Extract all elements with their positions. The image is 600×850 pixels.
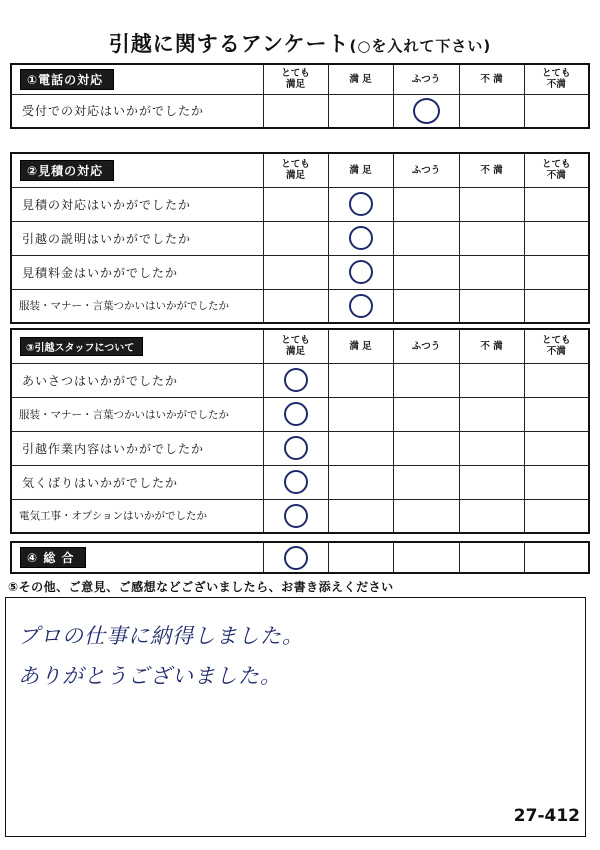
rating-cell[interactable] [459, 255, 524, 289]
question-row [11, 431, 589, 465]
rating-cell[interactable] [263, 221, 328, 255]
rating-circle-mark [284, 470, 308, 494]
rating-cell[interactable] [524, 431, 589, 465]
rating-circle-mark [349, 192, 373, 216]
rating-cell[interactable] [328, 255, 393, 289]
rating-circle-mark [349, 294, 373, 318]
question-text: 受付での対応はいかがでしたか [11, 94, 263, 128]
col-header-very-dissatisfied: とても 不満 [524, 329, 589, 363]
question-text: 引越作業内容はいかがでしたか [11, 431, 263, 465]
col-header-dissatisfied: 不 満 [459, 153, 524, 187]
rating-cell[interactable] [393, 289, 459, 323]
rating-cell[interactable] [393, 465, 459, 499]
rating-cell[interactable] [459, 499, 524, 533]
rating-cell[interactable] [263, 255, 328, 289]
rating-cell[interactable] [263, 499, 328, 533]
rating-cell[interactable] [393, 542, 459, 573]
col-header-dissatisfied: 不 満 [459, 64, 524, 94]
rating-cell[interactable] [263, 94, 328, 128]
rating-cell[interactable] [524, 255, 589, 289]
col-header-very-satisfied: とても 満足 [263, 153, 328, 187]
question-row [11, 363, 589, 397]
col-header-very-satisfied: とても 満足 [263, 329, 328, 363]
rating-cell[interactable] [393, 431, 459, 465]
handwritten-line: プロの仕事に納得しました。 [18, 624, 304, 648]
section-label: ②見積の対応 [20, 160, 114, 181]
question-text: 服装・マナー・言葉つかいはいかがでしたか [11, 397, 263, 431]
col-header-neutral: ふつう [393, 329, 459, 363]
rating-circle-mark [284, 368, 308, 392]
section-label: ①電話の対応 [20, 69, 114, 90]
rating-cell[interactable] [328, 187, 393, 221]
rating-cell[interactable] [459, 465, 524, 499]
survey-title-main: 引越に関するアンケート [108, 32, 350, 56]
rating-cell[interactable] [393, 397, 459, 431]
section-overall [10, 541, 590, 574]
rating-circle-mark [284, 402, 308, 426]
survey-title [0, 28, 600, 58]
rating-cell[interactable] [524, 363, 589, 397]
section-staff [10, 328, 590, 534]
rating-cell[interactable] [524, 397, 589, 431]
rating-cell[interactable] [328, 397, 393, 431]
question-row [11, 221, 589, 255]
col-header-very-dissatisfied: とても 不満 [524, 153, 589, 187]
rating-cell[interactable] [524, 289, 589, 323]
question-text: 電気工事・オプションはいかがでしたか [11, 499, 263, 533]
section-label: ③引越スタッフについて [20, 337, 143, 356]
question-row [11, 542, 589, 573]
rating-cell[interactable] [393, 94, 459, 128]
rating-cell[interactable] [393, 255, 459, 289]
section-label: ④ 総 合 [20, 547, 86, 568]
section-header-overall [11, 542, 263, 573]
question-row [11, 289, 589, 323]
col-header-neutral: ふつう [393, 153, 459, 187]
rating-cell[interactable] [328, 542, 393, 573]
comment-label: ⑤その他、ご意見、ご感想などございましたら、お書き添えください [8, 580, 394, 594]
rating-cell[interactable] [459, 542, 524, 573]
rating-circle-mark [284, 436, 308, 460]
rating-cell[interactable] [459, 289, 524, 323]
rating-cell[interactable] [459, 221, 524, 255]
comment-box[interactable] [5, 597, 586, 837]
rating-cell[interactable] [524, 542, 589, 573]
question-row [11, 187, 589, 221]
section-header-phone [11, 64, 263, 94]
handwritten-line: ありがとうございました。 [18, 664, 282, 688]
question-text: 気くばりはいかがでしたか [11, 465, 263, 499]
question-row [11, 255, 589, 289]
col-header-satisfied: 満 足 [328, 64, 393, 94]
rating-cell[interactable] [393, 221, 459, 255]
rating-circle-mark [349, 260, 373, 284]
question-row [11, 499, 589, 533]
question-row [11, 94, 589, 128]
section-estimate [10, 152, 590, 324]
rating-cell[interactable] [328, 221, 393, 255]
rating-circle-mark [284, 546, 308, 570]
rating-cell[interactable] [524, 187, 589, 221]
question-text: 見積の対応はいかがでしたか [11, 187, 263, 221]
col-header-very-dissatisfied: とても 不満 [524, 64, 589, 94]
rating-circle-mark [349, 226, 373, 250]
rating-cell[interactable] [459, 363, 524, 397]
rating-cell[interactable] [263, 289, 328, 323]
question-text: あいさつはいかがでしたか [11, 363, 263, 397]
col-header-satisfied: 満 足 [328, 329, 393, 363]
question-text: 服装・マナー・言葉つかいはいかがでしたか [11, 289, 263, 323]
rating-cell[interactable] [524, 94, 589, 128]
rating-cell[interactable] [263, 465, 328, 499]
rating-cell[interactable] [328, 465, 393, 499]
rating-cell[interactable] [263, 431, 328, 465]
col-header-neutral: ふつう [393, 64, 459, 94]
rating-cell[interactable] [393, 499, 459, 533]
question-row [11, 465, 589, 499]
rating-cell[interactable] [328, 499, 393, 533]
survey-title-sub: (○を入れて下さい) [349, 37, 492, 55]
rating-cell[interactable] [459, 94, 524, 128]
rating-cell[interactable] [393, 363, 459, 397]
rating-cell[interactable] [524, 499, 589, 533]
rating-cell[interactable] [328, 289, 393, 323]
question-text: 見積料金はいかがでしたか [11, 255, 263, 289]
rating-cell[interactable] [524, 221, 589, 255]
col-header-dissatisfied: 不 満 [459, 329, 524, 363]
rating-circle-mark [413, 98, 440, 124]
rating-cell[interactable] [524, 465, 589, 499]
section-phone [10, 63, 590, 129]
rating-cell[interactable] [459, 431, 524, 465]
rating-cell[interactable] [328, 431, 393, 465]
question-text: 引越の説明はいかがでしたか [11, 221, 263, 255]
section-header-estimate [11, 153, 263, 187]
rating-cell[interactable] [263, 542, 328, 573]
rating-circle-mark [284, 504, 308, 528]
document-number: 27-412 [513, 806, 580, 826]
rating-cell[interactable] [263, 187, 328, 221]
col-header-very-satisfied: とても 満足 [263, 64, 328, 94]
col-header-satisfied: 満 足 [328, 153, 393, 187]
rating-cell[interactable] [393, 187, 459, 221]
question-row [11, 397, 589, 431]
rating-cell[interactable] [263, 363, 328, 397]
rating-cell[interactable] [328, 363, 393, 397]
rating-cell[interactable] [263, 397, 328, 431]
section-header-staff [11, 329, 263, 363]
rating-cell[interactable] [459, 187, 524, 221]
rating-cell[interactable] [459, 397, 524, 431]
rating-cell[interactable] [328, 94, 393, 128]
